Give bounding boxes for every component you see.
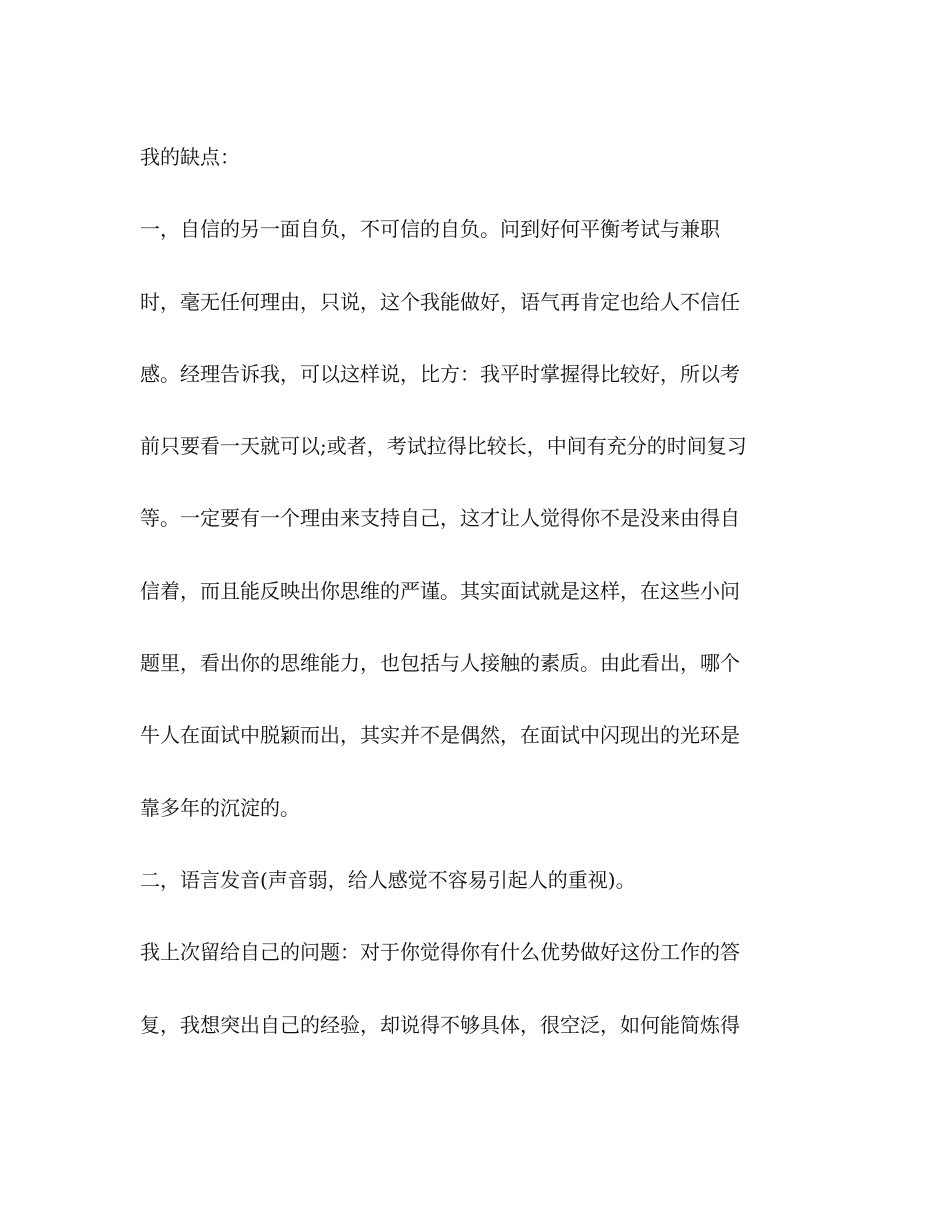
text-line: 等。一定要有一个理由来支持自己，这才让人觉得你不是没来由得自 (140, 506, 740, 531)
text-line: 一，自信的另一面自负，不可信的自负。问到好何平衡考试与兼职 (140, 217, 720, 242)
body-text (140, 139, 820, 1079)
text-line: 牛人在面试中脱颖而出，其实并不是偶然，在面试中闪现出的光环是 (140, 723, 740, 748)
text-line: 感。经理告诉我，可以这样说，比方：我平时掌握得比较好，所以考 (140, 361, 740, 386)
text-line: 时，毫无任何理由，只说，这个我能做好，语气再肯定也给人不信任 (140, 289, 740, 314)
text-line: 题里，看出你的思维能力，也包括与人接触的素质。由此看出，哪个 (140, 651, 740, 676)
text-line: 我的缺点： (140, 145, 240, 169)
text-line: 前只要看一天就可以;或者，考试拉得比较长，中间有充分的时间复习 (140, 434, 747, 459)
text-line: 信着，而且能反映出你思维的严谨。其实面试就是这样，在这些小问 (140, 578, 740, 603)
text-line: 二，语言发音(声音弱，给人感觉不容易引起人的重视)。 (140, 867, 636, 892)
text-line: 我上次留给自己的问题：对于你觉得你有什么优势做好这份工作的答 (140, 940, 740, 965)
text-line: 靠多年的沉淀的。 (140, 795, 300, 820)
text-line: 复，我想突出自己的经验，却说得不够具体，很空泛，如何能简炼得 (140, 1012, 740, 1037)
